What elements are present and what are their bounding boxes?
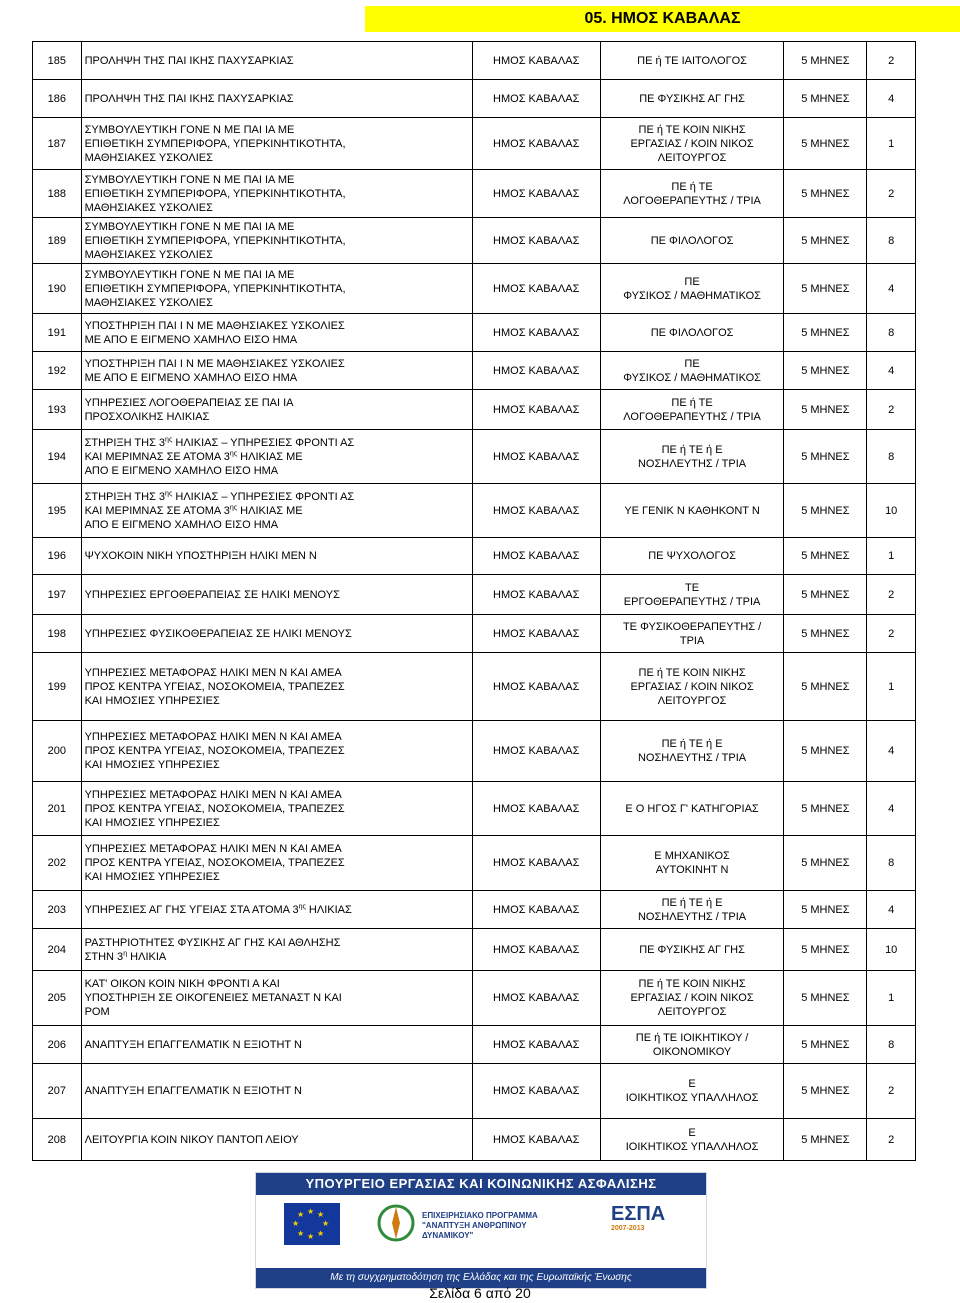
table-row <box>33 264 916 314</box>
table-row <box>33 653 916 721</box>
espa-years: 2007-2013 <box>611 1225 645 1232</box>
table-row <box>33 390 916 430</box>
duration-cell: 5 ΜΗΝΕΣ <box>784 836 867 891</box>
specialty-cell: ΠΕ ΦΥΣΙΚΗΣ ΑΓ ΓΗΣ <box>600 80 784 118</box>
table-row <box>33 430 916 484</box>
subject-text: ΥΠΗΡΕΣΙΕΣ ΑΓ ΓΗΣ ΥΓΕΙΑΣ ΣΤΑ ΑΤΟΜΑ 3 <box>84 903 299 916</box>
municipality-cell: ΗΜΟΣ ΚΑΒΑΛΑΣ <box>472 390 600 430</box>
subject-cell <box>81 929 472 971</box>
table-row <box>33 575 916 615</box>
specialty-cell: Ε Ο ΗΓΟΣ Γ' ΚΑΤΗΓΟΡΙΑΣ <box>600 782 784 836</box>
positions-cell: 2 <box>867 170 916 218</box>
row-number: 192 <box>33 352 82 390</box>
subject-cell: ΥΠΗΡΕΣΙΕΣ ΜΕΤΑΦΟΡΑΣ ΗΛΙΚΙ ΜΕΝ Ν ΚΑΙ ΑΜΕΑ ΠΡΟΣ ΚΕΝΤΡΑ ΥΓΕΙΑΣ, ΝΟΣΟΚΟΜΕΙΑ, ΤΡΑΠΕΖΕΣ ΚΑΙ ΗΜΟΣΙΕΣ ΥΠΗΡΕΣΙΕΣ <box>81 782 472 836</box>
row-number: 205 <box>33 971 82 1026</box>
table-row <box>33 484 916 538</box>
subject-text: ΗΛΙΚΙΑΣ – ΥΠΗΡΕΣΙΕΣ ΦΡΟΝΤΙ ΑΣ ΚΑΙ ΜΕΡΙΜΝΑΣ ΣΕ ΑΤΟΜΑ 3 <box>84 436 355 463</box>
subject-cell: ΣΥΜΒΟΥΛΕΥΤΙΚΗ ΓΟΝΕ Ν ΜΕ ΠΑΙ ΙΑ ΜΕ ΕΠΙΘΕΤΙΚΗ ΣΥΜΠΕΡΙΦΟΡΑ, ΥΠΕΡΚΙΝΗΤΙΚΟΤΗΤΑ, ΜΑΘΗΣΙΑΚΕΣ ΥΣΚΟΛΙΕΣ <box>81 218 472 264</box>
specialty-cell: ΤΕ ΦΥΣΙΚΟΘΕΡΑΠΕΥΤΗΣ / ΤΡΙΑ <box>600 615 784 653</box>
table-row <box>33 118 916 170</box>
specialty-cell: ΠΕ ΨΥΧΟΛΟΓΟΣ <box>600 538 784 575</box>
ordinal-suffix: ης <box>165 489 173 497</box>
duration-cell: 5 ΜΗΝΕΣ <box>784 430 867 484</box>
positions-cell: 4 <box>867 352 916 390</box>
row-number: 207 <box>33 1064 82 1119</box>
municipality-cell: ΗΜΟΣ ΚΑΒΑΛΑΣ <box>472 575 600 615</box>
specialty-cell: ΠΕ ΦΥΣΙΚΗΣ ΑΓ ΓΗΣ <box>600 929 784 971</box>
subject-cell: ΣΥΜΒΟΥΛΕΥΤΙΚΗ ΓΟΝΕ Ν ΜΕ ΠΑΙ ΙΑ ΜΕ ΕΠΙΘΕΤΙΚΗ ΣΥΜΠΕΡΙΦΟΡΑ, ΥΠΕΡΚΙΝΗΤΙΚΟΤΗΤΑ, ΜΑΘΗΣΙΑΚΕΣ ΥΣΚΟΛΙΕΣ <box>81 264 472 314</box>
positions-cell: 2 <box>867 1119 916 1161</box>
row-number: 201 <box>33 782 82 836</box>
positions-cell: 4 <box>867 264 916 314</box>
duration-cell: 5 ΜΗΝΕΣ <box>784 218 867 264</box>
positions-cell: 1 <box>867 118 916 170</box>
table-row <box>33 929 916 971</box>
positions-cell: 10 <box>867 484 916 538</box>
ordinal-suffix: ης <box>298 902 306 910</box>
table-row <box>33 615 916 653</box>
table-row <box>33 218 916 264</box>
cofunding-banner <box>255 1172 707 1289</box>
municipality-cell: ΗΜΟΣ ΚΑΒΑΛΑΣ <box>472 1119 600 1161</box>
specialty-cell: ΠΕ ή ΤΕ ΛΟΓΟΘΕΡΑΠΕΥΤΗΣ / ΤΡΙΑ <box>600 170 784 218</box>
subject-cell: ΠΡΟΛΗΨΗ ΤΗΣ ΠΑΙ ΙΚΗΣ ΠΑΧΥΣΑΡΚΙΑΣ <box>81 42 472 80</box>
municipality-cell: ΗΜΟΣ ΚΑΒΑΛΑΣ <box>472 42 600 80</box>
program-logo <box>376 1203 566 1245</box>
specialty-cell: ΠΕ ΦΙΛΟΛΟΓΟΣ <box>600 218 784 264</box>
subject-cell: ΑΝΑΠΤΥΞΗ ΕΠΑΓΓΕΛΜΑΤΙΚ Ν ΕΞΙΟΤΗΤ Ν <box>81 1026 472 1064</box>
subject-cell: ΣΥΜΒΟΥΛΕΥΤΙΚΗ ΓΟΝΕ Ν ΜΕ ΠΑΙ ΙΑ ΜΕ ΕΠΙΘΕΤΙΚΗ ΣΥΜΠΕΡΙΦΟΡΑ, ΥΠΕΡΚΙΝΗΤΙΚΟΤΗΤΑ, ΜΑΘΗΣΙΑΚΕΣ ΥΣΚΟΛΙΕΣ <box>81 170 472 218</box>
positions-cell: 4 <box>867 80 916 118</box>
specialty-cell: ΠΕ ΦΥΣΙΚΟΣ / ΜΑΘΗΜΑΤΙΚΟΣ <box>600 352 784 390</box>
positions-cell: 8 <box>867 218 916 264</box>
municipality-cell: ΗΜΟΣ ΚΑΒΑΛΑΣ <box>472 352 600 390</box>
row-number: 204 <box>33 929 82 971</box>
duration-cell: 5 ΜΗΝΕΣ <box>784 1064 867 1119</box>
positions-cell: 10 <box>867 929 916 971</box>
subject-cell <box>81 484 472 538</box>
subject-text: ΣΤΗΡΙΞΗ ΤΗΣ 3 <box>84 436 166 449</box>
municipality-cell: ΗΜΟΣ ΚΑΒΑΛΑΣ <box>472 80 600 118</box>
duration-cell: 5 ΜΗΝΕΣ <box>784 42 867 80</box>
duration-cell: 5 ΜΗΝΕΣ <box>784 352 867 390</box>
municipality-cell: ΗΜΟΣ ΚΑΒΑΛΑΣ <box>472 721 600 782</box>
table-row <box>33 721 916 782</box>
ordinal-suffix: ης <box>229 503 238 511</box>
table-row <box>33 170 916 218</box>
positions-table <box>32 41 916 1161</box>
row-number: 197 <box>33 575 82 615</box>
subject-cell <box>81 891 472 929</box>
municipality-cell: ΗΜΟΣ ΚΑΒΑΛΑΣ <box>472 1026 600 1064</box>
specialty-cell: ΠΕ ή ΤΕ ΚΟΙΝ ΝΙΚΗΣ ΕΡΓΑΣΙΑΣ / ΚΟΙΝ ΝΙΚΟΣ ΛΕΙΤΟΥΡΓΟΣ <box>600 118 784 170</box>
positions-cell: 4 <box>867 782 916 836</box>
municipality-cell: ΗΜΟΣ ΚΑΒΑΛΑΣ <box>472 971 600 1026</box>
positions-cell: 8 <box>867 836 916 891</box>
subject-text: ΡΑΣΤΗΡΙΟΤΗΤΕΣ ΦΥΣΙΚΗΣ ΑΓ ΓΗΣ ΚΑΙ ΑΘΛΗΣΗΣ ΣΤΗΝ 3 <box>84 936 341 963</box>
municipality-cell: ΗΜΟΣ ΚΑΒΑΛΑΣ <box>472 264 600 314</box>
specialty-cell: ΠΕ ή ΤΕ ΙΟΙΚΗΤΙΚΟΥ / ΟΙΚΟΝΟΜΙΚΟΥ <box>600 1026 784 1064</box>
row-number: 185 <box>33 42 82 80</box>
specialty-cell: ΠΕ ή ΤΕ ΚΟΙΝ ΝΙΚΗΣ ΕΡΓΑΣΙΑΣ / ΚΟΙΝ ΝΙΚΟΣ ΛΕΙΤΟΥΡΓΟΣ <box>600 653 784 721</box>
specialty-cell: Ε ΜΗΧΑΝΙΚΟΣ ΑΥΤΟΚΙΝΗΤ Ν <box>600 836 784 891</box>
specialty-cell: ΠΕ ή ΤΕ ή Ε ΝΟΣΗΛΕΥΤΗΣ / ΤΡΙΑ <box>600 721 784 782</box>
positions-cell: 2 <box>867 390 916 430</box>
subject-cell: ΥΠΟΣΤΗΡΙΞΗ ΠΑΙ Ι Ν ΜΕ ΜΑΘΗΣΙΑΚΕΣ ΥΣΚΟΛΙΕΣ ΜΕ ΑΠΟ Ε ΕΙΓΜΕΝΟ ΧΑΜΗΛΟ ΕΙΣΟ ΗΜΑ <box>81 352 472 390</box>
duration-cell: 5 ΜΗΝΕΣ <box>784 170 867 218</box>
row-number: 196 <box>33 538 82 575</box>
municipality-cell: ΗΜΟΣ ΚΑΒΑΛΑΣ <box>472 653 600 721</box>
duration-cell: 5 ΜΗΝΕΣ <box>784 971 867 1026</box>
duration-cell: 5 ΜΗΝΕΣ <box>784 264 867 314</box>
municipality-cell: ΗΜΟΣ ΚΑΒΑΛΑΣ <box>472 170 600 218</box>
duration-cell: 5 ΜΗΝΕΣ <box>784 484 867 538</box>
ministry-title: ΥΠΟΥΡΓΕΙΟ ΕΡΓΑΣΙΑΣ ΚΑΙ ΚΟΙΝΩΝΙΚΗΣ ΑΣΦΑΛΙΣΗΣ <box>256 1173 706 1195</box>
program-line-2: "ΑΝΑΠΤΥΞΗ ΑΝΘΡΩΠΙΝΟΥ ΔΥΝΑΜΙΚΟΥ" <box>422 1221 527 1240</box>
duration-cell: 5 ΜΗΝΕΣ <box>784 80 867 118</box>
positions-cell: 2 <box>867 575 916 615</box>
municipality-cell: ΗΜΟΣ ΚΑΒΑΛΑΣ <box>472 782 600 836</box>
row-number: 203 <box>33 891 82 929</box>
municipality-cell: ΗΜΟΣ ΚΑΒΑΛΑΣ <box>472 1064 600 1119</box>
row-number: 194 <box>33 430 82 484</box>
subject-text: ΗΛΙΚΙΑΣ ΜΕ ΑΠΟ Ε ΕΙΓΜΕΝΟ ΧΑΜΗΛΟ ΕΙΣΟ ΗΜΑ <box>84 450 303 477</box>
municipality-cell: ΗΜΟΣ ΚΑΒΑΛΑΣ <box>472 615 600 653</box>
positions-cell: 8 <box>867 1026 916 1064</box>
table-row <box>33 538 916 575</box>
municipality-cell: ΗΜΟΣ ΚΑΒΑΛΑΣ <box>472 836 600 891</box>
row-number: 189 <box>33 218 82 264</box>
specialty-cell: ΠΕ ή ΤΕ ΛΟΓΟΘΕΡΑΠΕΥΤΗΣ / ΤΡΙΑ <box>600 390 784 430</box>
row-number: 190 <box>33 264 82 314</box>
table-row <box>33 1119 916 1161</box>
subject-cell: ΥΠΗΡΕΣΙΕΣ ΛΟΓΟΘΕΡΑΠΕΙΑΣ ΣΕ ΠΑΙ ΙΑ ΠΡΟΣΧΟΛΙΚΗΣ ΗΛΙΚΙΑΣ <box>81 390 472 430</box>
subject-cell: ΛΕΙΤΟΥΡΓΙΑ ΚΟΙΝ ΝΙΚΟΥ ΠΑΝΤΟΠ ΛΕΙΟΥ <box>81 1119 472 1161</box>
row-number: 198 <box>33 615 82 653</box>
table-row <box>33 1064 916 1119</box>
specialty-cell: ΠΕ ή ΤΕ ή Ε ΝΟΣΗΛΕΥΤΗΣ / ΤΡΙΑ <box>600 430 784 484</box>
row-number: 191 <box>33 314 82 352</box>
subject-cell: ΥΠΗΡΕΣΙΕΣ ΜΕΤΑΦΟΡΑΣ ΗΛΙΚΙ ΜΕΝ Ν ΚΑΙ ΑΜΕΑ ΠΡΟΣ ΚΕΝΤΡΑ ΥΓΕΙΑΣ, ΝΟΣΟΚΟΜΕΙΑ, ΤΡΑΠΕΖΕΣ ΚΑΙ ΗΜΟΣΙΕΣ ΥΠΗΡΕΣΙΕΣ <box>81 653 472 721</box>
row-number: 187 <box>33 118 82 170</box>
duration-cell: 5 ΜΗΝΕΣ <box>784 1119 867 1161</box>
espa-title: ΕΣΠΑ <box>611 1203 666 1225</box>
subject-cell: ΚΑΤ' ΟΙΚΟΝ ΚΟΙΝ ΝΙΚΗ ΦΡΟΝΤΙ Α ΚΑΙ ΥΠΟΣΤΗΡΙΞΗ ΣΕ ΟΙΚΟΓΕΝΕΙΕΣ ΜΕΤΑΝΑΣΤ Ν ΚΑΙ ΡΟΜ <box>81 971 472 1026</box>
table-row <box>33 314 916 352</box>
subject-cell: ΥΠΗΡΕΣΙΕΣ ΜΕΤΑΦΟΡΑΣ ΗΛΙΚΙ ΜΕΝ Ν ΚΑΙ ΑΜΕΑ ΠΡΟΣ ΚΕΝΤΡΑ ΥΓΕΙΑΣ, ΝΟΣΟΚΟΜΕΙΑ, ΤΡΑΠΕΖΕΣ ΚΑΙ ΗΜΟΣΙΕΣ ΥΠΗΡΕΣΙΕΣ <box>81 721 472 782</box>
positions-cell: 8 <box>867 314 916 352</box>
municipality-cell: ΗΜΟΣ ΚΑΒΑΛΑΣ <box>472 538 600 575</box>
positions-cell: 1 <box>867 538 916 575</box>
row-number: 200 <box>33 721 82 782</box>
table-row <box>33 1026 916 1064</box>
duration-cell: 5 ΜΗΝΕΣ <box>784 314 867 352</box>
specialty-cell: ΠΕ ή ΤΕ ή Ε ΝΟΣΗΛΕΥΤΗΣ / ΤΡΙΑ <box>600 891 784 929</box>
table-row <box>33 836 916 891</box>
table-row <box>33 891 916 929</box>
positions-cell: 1 <box>867 653 916 721</box>
specialty-cell: ΥΕ ΓΕΝΙΚ Ν ΚΑΘΗΚΟΝΤ Ν <box>600 484 784 538</box>
specialty-cell: Ε ΙΟΙΚΗΤΙΚΟΣ ΥΠΑΛΛΗΛΟΣ <box>600 1119 784 1161</box>
row-number: 208 <box>33 1119 82 1161</box>
ordinal-suffix: ης <box>165 435 173 443</box>
specialty-cell: Ε ΙΟΙΚΗΤΙΚΟΣ ΥΠΑΛΛΗΛΟΣ <box>600 1064 784 1119</box>
ordinal-suffix: ης <box>229 449 238 457</box>
subject-cell: ΥΠΟΣΤΗΡΙΞΗ ΠΑΙ Ι Ν ΜΕ ΜΑΘΗΣΙΑΚΕΣ ΥΣΚΟΛΙΕΣ ΜΕ ΑΠΟ Ε ΕΙΓΜΕΝΟ ΧΑΜΗΛΟ ΕΙΣΟ ΗΜΑ <box>81 314 472 352</box>
table-row <box>33 42 916 80</box>
duration-cell: 5 ΜΗΝΕΣ <box>784 575 867 615</box>
table-row <box>33 80 916 118</box>
positions-cell: 4 <box>867 721 916 782</box>
table-row <box>33 971 916 1026</box>
subject-cell: ΑΝΑΠΤΥΞΗ ΕΠΑΓΓΕΛΜΑΤΙΚ Ν ΕΞΙΟΤΗΤ Ν <box>81 1064 472 1119</box>
row-number: 188 <box>33 170 82 218</box>
subject-text: ΣΤΗΡΙΞΗ ΤΗΣ 3 <box>84 490 166 503</box>
subject-text: ΗΛΙΚΙΑΣ <box>305 903 352 916</box>
subject-cell: ΥΠΗΡΕΣΙΕΣ ΦΥΣΙΚΟΘΕΡΑΠΕΙΑΣ ΣΕ ΗΛΙΚΙ ΜΕΝΟΥΣ <box>81 615 472 653</box>
row-number: 206 <box>33 1026 82 1064</box>
subject-cell <box>81 430 472 484</box>
row-number: 195 <box>33 484 82 538</box>
positions-cell: 8 <box>867 430 916 484</box>
positions-cell: 2 <box>867 615 916 653</box>
municipality-cell: ΗΜΟΣ ΚΑΒΑΛΑΣ <box>472 891 600 929</box>
section-header: 05. ΗΜΟΣ ΚΑΒΑΛΑΣ <box>365 6 960 32</box>
duration-cell: 5 ΜΗΝΕΣ <box>784 929 867 971</box>
positions-cell: 2 <box>867 42 916 80</box>
cofund-text: Με τη συγχρηματοδότηση της Ελλάδας και της Ευρωπαϊκής Ένωσης <box>256 1268 706 1288</box>
row-number: 202 <box>33 836 82 891</box>
positions-cell: 1 <box>867 971 916 1026</box>
program-line-1: ΕΠΙΧΕΙΡΗΣΙΑΚΟ ΠΡΟΓΡΑΜΜΑ <box>422 1211 538 1220</box>
subject-cell: ΨΥΧΟΚΟΙΝ ΝΙΚΗ ΥΠΟΣΤΗΡΙΞΗ ΗΛΙΚΙ ΜΕΝ Ν <box>81 538 472 575</box>
table-row <box>33 782 916 836</box>
espa-logo <box>611 1203 681 1245</box>
municipality-cell: ΗΜΟΣ ΚΑΒΑΛΑΣ <box>472 484 600 538</box>
specialty-cell: ΠΕ ή ΤΕ ΙΑΙΤΟΛΟΓΟΣ <box>600 42 784 80</box>
subject-text: ΗΛΙΚΙΑΣ – ΥΠΗΡΕΣΙΕΣ ΦΡΟΝΤΙ ΑΣ ΚΑΙ ΜΕΡΙΜΝΑΣ ΣΕ ΑΤΟΜΑ 3 <box>84 490 355 517</box>
subject-cell: ΥΠΗΡΕΣΙΕΣ ΕΡΓΟΘΕΡΑΠΕΙΑΣ ΣΕ ΗΛΙΚΙ ΜΕΝΟΥΣ <box>81 575 472 615</box>
positions-cell: 2 <box>867 1064 916 1119</box>
municipality-cell: ΗΜΟΣ ΚΑΒΑΛΑΣ <box>472 314 600 352</box>
positions-cell: 4 <box>867 891 916 929</box>
municipality-cell: ΗΜΟΣ ΚΑΒΑΛΑΣ <box>472 218 600 264</box>
duration-cell: 5 ΜΗΝΕΣ <box>784 721 867 782</box>
row-number: 186 <box>33 80 82 118</box>
row-number: 199 <box>33 653 82 721</box>
subject-cell: ΥΠΗΡΕΣΙΕΣ ΜΕΤΑΦΟΡΑΣ ΗΛΙΚΙ ΜΕΝ Ν ΚΑΙ ΑΜΕΑ ΠΡΟΣ ΚΕΝΤΡΑ ΥΓΕΙΑΣ, ΝΟΣΟΚΟΜΕΙΑ, ΤΡΑΠΕΖΕΣ ΚΑΙ ΗΜΟΣΙΕΣ ΥΠΗΡΕΣΙΕΣ <box>81 836 472 891</box>
specialty-cell: ΤΕ ΕΡΓΟΘΕΡΑΠΕΥΤΗΣ / ΤΡΙΑ <box>600 575 784 615</box>
subject-text: ΗΛΙΚΙΑΣ ΜΕ ΑΠΟ Ε ΕΙΓΜΕΝΟ ΧΑΜΗΛΟ ΕΙΣΟ ΗΜΑ <box>84 504 303 531</box>
ordinal-suffix: η <box>123 949 128 957</box>
specialty-cell: ΠΕ ΦΙΛΟΛΟΓΟΣ <box>600 314 784 352</box>
duration-cell: 5 ΜΗΝΕΣ <box>784 1026 867 1064</box>
table-row <box>33 352 916 390</box>
duration-cell: 5 ΜΗΝΕΣ <box>784 118 867 170</box>
duration-cell: 5 ΜΗΝΕΣ <box>784 390 867 430</box>
municipality-cell: ΗΜΟΣ ΚΑΒΑΛΑΣ <box>472 929 600 971</box>
row-number: 193 <box>33 390 82 430</box>
duration-cell: 5 ΜΗΝΕΣ <box>784 615 867 653</box>
duration-cell: 5 ΜΗΝΕΣ <box>784 653 867 721</box>
subject-cell: ΠΡΟΛΗΨΗ ΤΗΣ ΠΑΙ ΙΚΗΣ ΠΑΧΥΣΑΡΚΙΑΣ <box>81 80 472 118</box>
subject-cell: ΣΥΜΒΟΥΛΕΥΤΙΚΗ ΓΟΝΕ Ν ΜΕ ΠΑΙ ΙΑ ΜΕ ΕΠΙΘΕΤΙΚΗ ΣΥΜΠΕΡΙΦΟΡΑ, ΥΠΕΡΚΙΝΗΤΙΚΟΤΗΤΑ, ΜΑΘΗΣΙΑΚΕΣ ΥΣΚΟΛΙΕΣ <box>81 118 472 170</box>
eu-flag-icon: ★ ★ ★ ★ ★ ★ ★ ★ <box>284 1203 340 1245</box>
municipality-cell: ΗΜΟΣ ΚΑΒΑΛΑΣ <box>472 118 600 170</box>
municipality-cell: ΗΜΟΣ ΚΑΒΑΛΑΣ <box>472 430 600 484</box>
compass-icon <box>376 1203 416 1243</box>
specialty-cell: ΠΕ ή ΤΕ ΚΟΙΝ ΝΙΚΗΣ ΕΡΓΑΣΙΑΣ / ΚΟΙΝ ΝΙΚΟΣ ΛΕΙΤΟΥΡΓΟΣ <box>600 971 784 1026</box>
page-number: Σελίδα 6 από 20 <box>429 1285 531 1301</box>
duration-cell: 5 ΜΗΝΕΣ <box>784 782 867 836</box>
specialty-cell: ΠΕ ΦΥΣΙΚΟΣ / ΜΑΘΗΜΑΤΙΚΟΣ <box>600 264 784 314</box>
subject-text: ΗΛΙΚΙΑ <box>127 950 167 963</box>
duration-cell: 5 ΜΗΝΕΣ <box>784 538 867 575</box>
duration-cell: 5 ΜΗΝΕΣ <box>784 891 867 929</box>
